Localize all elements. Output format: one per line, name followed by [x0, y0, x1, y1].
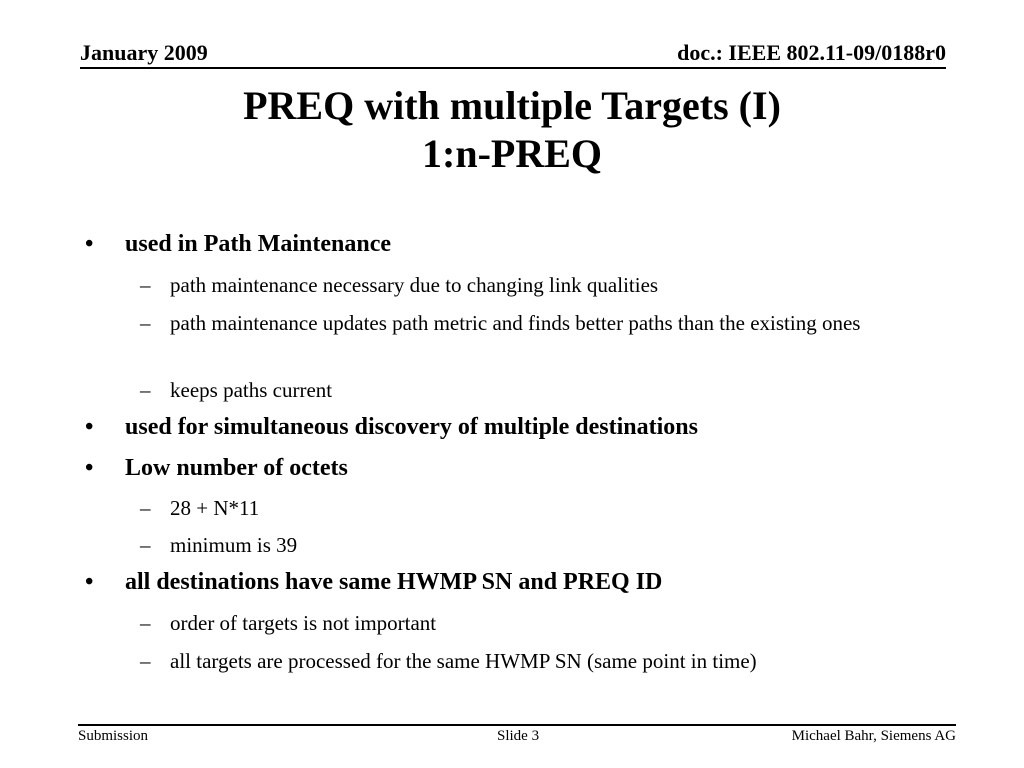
sub-bullet-text: path maintenance necessary due to changing link qualities	[170, 273, 659, 297]
bullet-text: all destinations have same HWMP SN and PREQ ID	[125, 569, 663, 595]
bullet-marker: •	[85, 414, 94, 440]
bullet-marker: •	[85, 455, 94, 481]
bullet-marker: •	[85, 569, 94, 595]
slide-title-line-1: PREQ with multiple Targets (I)	[243, 83, 781, 128]
bullet-text: used in Path Maintenance	[125, 231, 392, 257]
sub-bullet-text: path maintenance updates path metric and finds better paths than the existing ones	[170, 311, 861, 335]
dash-marker: –	[140, 273, 151, 297]
footer-author: Michael Bahr, Siemens AG	[791, 728, 956, 744]
bullet-marker: •	[85, 231, 94, 257]
sub-bullet-text: 28 + N*11	[170, 496, 260, 520]
slide-title	[0, 82, 1024, 178]
header-divider	[80, 67, 946, 69]
dash-marker: –	[140, 649, 151, 673]
bullet-text: Low number of octets	[125, 455, 348, 481]
footer-slide-number: Slide 3	[497, 728, 540, 744]
sub-bullet-text: keeps paths current	[170, 378, 333, 402]
slide-title-line-2: 1:n-PREQ	[422, 131, 602, 176]
dash-marker: –	[140, 611, 151, 635]
sub-bullet-text: order of targets is not important	[170, 611, 437, 635]
sub-bullet-text: all targets are processed for the same HWMP SN (same point in time)	[170, 649, 757, 673]
dash-marker: –	[140, 533, 151, 557]
sub-bullet-text: minimum is 39	[170, 533, 298, 557]
footer-submission: Submission	[78, 728, 149, 744]
dash-marker: –	[140, 378, 151, 402]
bullet-text: used for simultaneous discovery of multiple destinations	[125, 414, 698, 440]
header-doc-id: doc.: IEEE 802.11-09/0188r0	[677, 40, 946, 65]
header-date: January 2009	[80, 40, 208, 65]
footer-divider	[78, 724, 956, 726]
dash-marker: –	[140, 311, 151, 335]
dash-marker: –	[140, 496, 151, 520]
